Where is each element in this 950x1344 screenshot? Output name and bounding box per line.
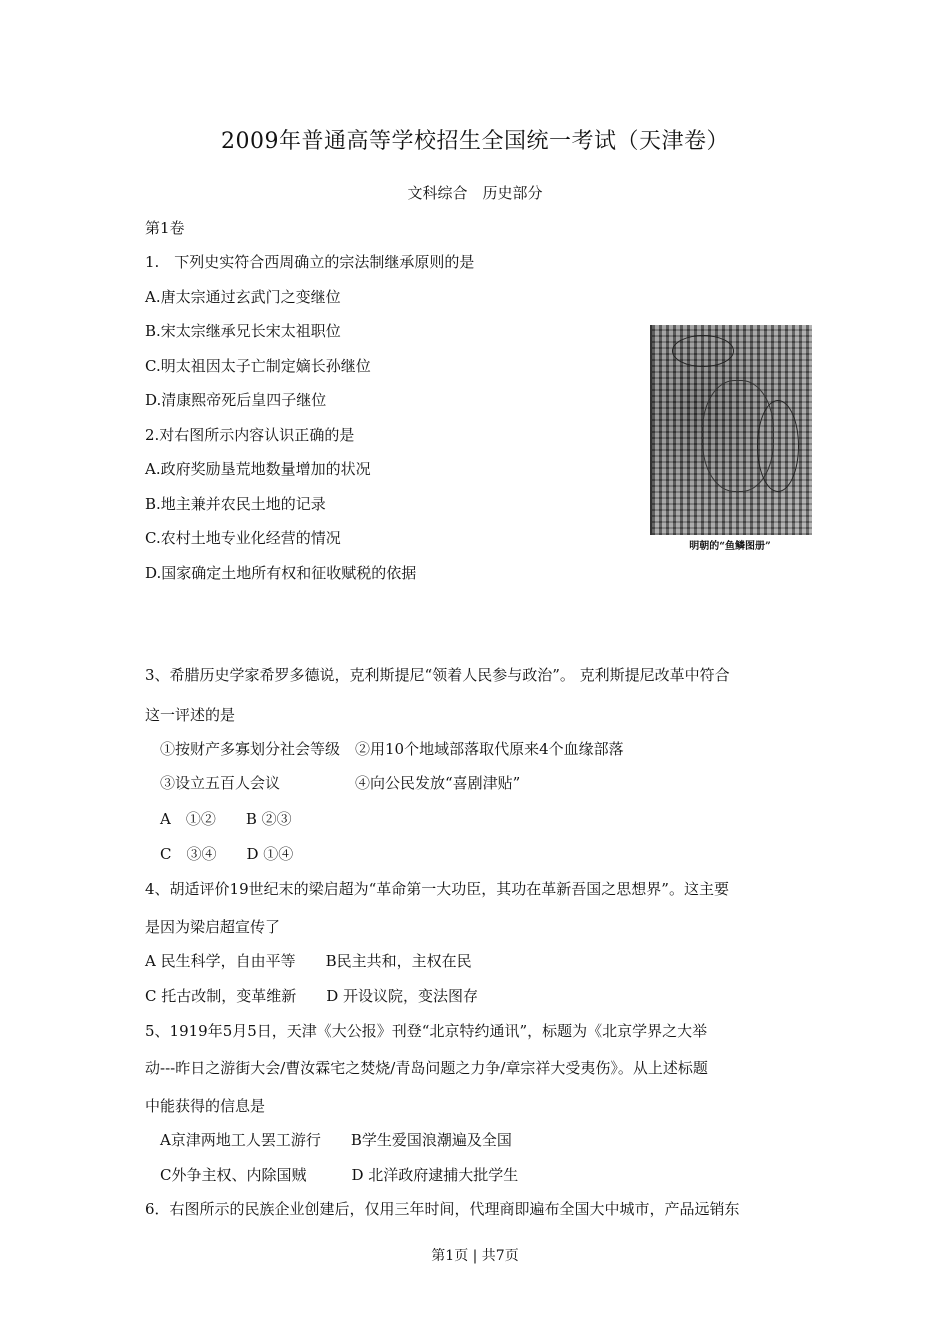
text-line: D.清康熙帝死后皇四子继位	[145, 391, 327, 409]
text-line: A ①② B ②③	[145, 810, 292, 828]
fish-scale-register-image-icon	[650, 325, 812, 535]
text-line: ①按财产多寡划分社会等级 ②用10个地域部落取代原来4个血缘部落	[145, 740, 624, 758]
text-line: 6．右图所示的民族企业创建后，仅用三年时间，代理商即遍布全国大中城市，产品远销东	[145, 1200, 740, 1218]
text-line: D.国家确定土地所有权和征收赋税的依据	[145, 564, 417, 582]
text-line: C 托古改制，变革维新 D 开设议院，变法图存	[145, 987, 479, 1005]
text-line: 2.对右图所示内容认识正确的是	[145, 426, 355, 444]
text-line: A.唐太宗通过玄武门之变继位	[145, 288, 341, 306]
text-line: C.明太祖因太子亡制定嫡长孙继位	[145, 357, 371, 375]
text-line: 中能获得的信息是	[145, 1097, 266, 1115]
text-line: C.农村土地专业化经营的情况	[145, 529, 341, 547]
text-line: 1. 下列史实符合西周确立的宗法制继承原则的是	[145, 253, 475, 271]
text-line: 动---昨日之游街大会/曹汝霖宅之焚烧/青岛问题之力争/章宗祥大受夷伤》。从上述标题	[145, 1059, 708, 1077]
figure-fish-scale-register	[650, 325, 810, 555]
section-label: 第1卷	[145, 219, 185, 237]
figure-caption: 明朝的“鱼鳞图册”	[689, 541, 771, 552]
text-line: 是因为梁启超宣传了	[145, 918, 281, 936]
text-line: C外争主权、内除国贼 D 北洋政府逮捕大批学生	[145, 1166, 519, 1184]
text-line: A 民生科学，自由平等 B民主共和，主权在民	[145, 952, 472, 970]
text-line: B.宋太宗继承兄长宋太祖职位	[145, 322, 341, 340]
page-subtitle: 文科综合 历史部分	[407, 184, 543, 202]
text-line: A京津两地工人罢工游行 B学生爱国浪潮遍及全国	[145, 1131, 512, 1149]
text-line: ③设立五百人会议 ④向公民发放“喜剧津贴”	[145, 774, 521, 792]
text-line: 这一评述的是	[145, 706, 236, 724]
text-line: 5、1919年5月5日，天津《大公报》刊登“北京特约通讯”，标题为《北京学界之大举	[145, 1022, 708, 1040]
text-line: A.政府奖励垦荒地数量增加的状况	[145, 460, 371, 478]
text-line: 4、胡适评价19世纪末的梁启超为“革命第一大功臣，其功在革新吾国之思想界”。这主要	[145, 880, 729, 898]
text-line: 3、希腊历史学家希罗多德说，克利斯提尼“领着人民参与政治”。 克利斯提尼改革中符合	[145, 666, 730, 684]
page-title: 2009年普通高等学校招生全国统一考试（天津卷）	[221, 129, 729, 154]
text-line: B.地主兼并农民土地的记录	[145, 495, 326, 513]
text-line: C ③④ D ①④	[145, 845, 294, 863]
page-footer: 第1页 | 共7页	[431, 1248, 519, 1264]
